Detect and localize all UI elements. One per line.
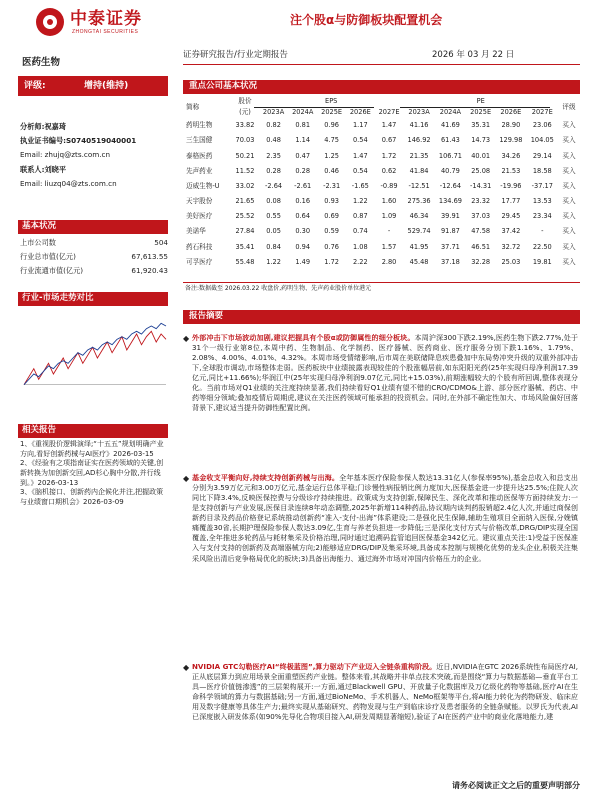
pe-value: 275.36 bbox=[407, 197, 431, 206]
eps-value: 1.08 bbox=[352, 242, 368, 251]
pe-value: 34.26 bbox=[501, 151, 521, 160]
company-rating: 买入 bbox=[562, 136, 576, 145]
eps-value: 2.80 bbox=[381, 257, 397, 266]
pe-value: 17.77 bbox=[501, 197, 521, 206]
eps-value: -2.31 bbox=[323, 181, 341, 190]
pe-value: 21.35 bbox=[409, 151, 429, 160]
company-name: 先声药业 bbox=[186, 166, 213, 175]
company-name: 三生国健 bbox=[186, 136, 213, 145]
eps-value: 1.47 bbox=[352, 151, 368, 160]
basic-row-value: 61,920.43 bbox=[131, 266, 168, 275]
pe-value: 39.91 bbox=[440, 212, 460, 221]
pe-value: 46.34 bbox=[409, 212, 429, 221]
table-row bbox=[183, 164, 580, 179]
pe-value: 21.53 bbox=[501, 166, 521, 175]
eps-value: 1.49 bbox=[295, 257, 311, 266]
company-name: 美诺华 bbox=[186, 227, 206, 236]
pe-value: 61.43 bbox=[440, 136, 460, 145]
pe-value: 32.28 bbox=[471, 257, 491, 266]
table-row bbox=[183, 209, 580, 224]
col-price-unit: (元) bbox=[239, 108, 251, 117]
pe-value: 23.06 bbox=[532, 121, 552, 130]
company-name: 药明生物 bbox=[186, 121, 213, 130]
pe-value: 104.05 bbox=[530, 136, 554, 145]
table-bottom-rule bbox=[183, 282, 580, 283]
pe-value: 41.16 bbox=[409, 121, 429, 130]
contact-label: 联系人: bbox=[20, 164, 45, 174]
pe-value: 529.74 bbox=[407, 227, 431, 236]
eps-value: 1.47 bbox=[381, 121, 397, 130]
pe-value: 25.03 bbox=[501, 257, 521, 266]
pe-value: 40.01 bbox=[471, 151, 491, 160]
pe-value: 41.84 bbox=[409, 166, 429, 175]
report-type: 证券研究报告/行业定期报告 bbox=[183, 50, 288, 60]
pe-value: - bbox=[541, 227, 544, 236]
company-name: 美好医疗 bbox=[186, 212, 213, 221]
eps-value: -2.61 bbox=[294, 181, 312, 190]
basic-row bbox=[20, 238, 168, 252]
eps-value: 1.60 bbox=[381, 197, 397, 206]
pe-year: 2027E bbox=[531, 108, 553, 117]
logo-text-en: ZHONGTAI SECURITIES bbox=[72, 29, 139, 35]
logo-text-cn: 中泰证券 bbox=[70, 9, 142, 29]
company-rating: 买入 bbox=[562, 121, 576, 130]
footer-disclaimer: 请务必阅读正文之后的重要声明部分 bbox=[452, 781, 580, 790]
company-price: 33.82 bbox=[235, 121, 255, 130]
eps-value: 0.82 bbox=[266, 121, 281, 130]
pe-value: 46.51 bbox=[471, 242, 491, 251]
eps-value: 0.64 bbox=[295, 212, 311, 221]
pe-value: 37.18 bbox=[440, 257, 460, 266]
eps-value: 0.84 bbox=[266, 242, 281, 251]
rating-banner bbox=[18, 76, 168, 96]
pe-value: 129.98 bbox=[499, 136, 523, 145]
company-name: 迈威生物-U bbox=[186, 181, 220, 190]
company-name: 可孚医疗 bbox=[186, 257, 213, 266]
analyst-email[interactable]: Email: zhujq@zts.com.cn bbox=[20, 150, 111, 160]
eps-value: 4.75 bbox=[324, 136, 339, 145]
pe-value: 23.34 bbox=[532, 212, 552, 221]
basic-status-header: 基本状况 bbox=[18, 220, 168, 234]
summary-paragraph bbox=[183, 473, 578, 564]
pe-value: -37.17 bbox=[531, 181, 553, 190]
chart-series-line-2 bbox=[24, 323, 166, 384]
eps-value: 0.28 bbox=[295, 166, 311, 175]
related-report-item[interactable]: 2、《经验有之项指南证实在医药领域的关键,创新转换为加创新交回,AD杉心胸中分散,并行线到。》2026-03-13 bbox=[20, 459, 164, 487]
paragraph-lead: 基金收支平衡向好,持续支持创新药械与出海。 bbox=[192, 473, 340, 482]
analyst-label: 分析师: bbox=[20, 122, 45, 131]
col-eps-header: EPS bbox=[325, 97, 338, 106]
pe-value: 91.87 bbox=[440, 227, 460, 236]
pe-value: 23.32 bbox=[471, 197, 491, 206]
eps-value: 0.93 bbox=[324, 197, 339, 206]
company-rating: 买入 bbox=[562, 197, 576, 206]
pe-value: 40.79 bbox=[440, 166, 460, 175]
related-report-item[interactable]: 3、《脑机接口、创新药内企候化并注,把握政策与业绩窗口期机会》2026-03-09 bbox=[20, 488, 164, 506]
company-price: 55.48 bbox=[235, 257, 255, 266]
pe-year: 2023A bbox=[408, 108, 430, 117]
paragraph-body: 本周沪深300下跌2.19%,医药生物下跌2.77%,处于31个一级行业第8位,本周中药、生物制品、化学制药、医疗器械、医药商业、医疗服务分别下跌1.16%、1.79%、2.08%、4.00%、4.01%、4.32%。本周市场受情绪影响,后市周在美联储降息疾患叠加中东局势冲突升级的双重外部冲击下,全球股市调动,市场整体走弱。医药板块中业绩披露表现较佳的个股涨幅居前,如东阳阳光药(25年实现归母净利润17.39亿元,同比+11.66%);华润江中(25年实现归母净利润9.07亿元,同比+15.03%),前期涨幅较大的个股有所回调,整体表现分化。当前市场对Q1业绩的关注度持续显著,我们持续看好Q1业绩有望不错的CRO/CDMO&上游、部分医疗器械、药店、中药等细分领域;叠加疫情后周期虎,建议在关注医药领域可能承担的投资机会。同时,在外部不确定性加大、市场风险偏好回落背景下,建议适当提升防御性配置比例。 bbox=[192, 333, 578, 413]
table-subheader-row bbox=[183, 107, 580, 118]
company-name: 天宇股份 bbox=[186, 197, 213, 206]
analyst-info bbox=[20, 122, 170, 193]
company-price: 70.03 bbox=[235, 136, 255, 145]
eps-value: 0.67 bbox=[381, 136, 397, 145]
company-name: 药石科技 bbox=[186, 242, 213, 251]
eps-value: 0.28 bbox=[266, 166, 281, 175]
company-price: 27.84 bbox=[235, 227, 255, 236]
contact-email[interactable]: Email: liuzq04@zts.com.cn bbox=[20, 178, 117, 188]
company-rating: 买入 bbox=[562, 257, 576, 266]
company-price: 33.02 bbox=[235, 181, 255, 190]
pe-value: 47.58 bbox=[471, 227, 491, 236]
analyst-name: 祝嘉琦 bbox=[44, 122, 67, 131]
pe-value: 41.69 bbox=[440, 121, 460, 130]
eps-value: 0.59 bbox=[324, 227, 339, 236]
company-rating: 买入 bbox=[562, 151, 576, 160]
report-date: 2026 年 03 月 22 日 bbox=[432, 50, 515, 60]
pe-value: 29.45 bbox=[501, 212, 521, 221]
pe-value: 19.81 bbox=[532, 257, 552, 266]
related-report-item[interactable]: 1、《重视股价逻辑演绎;“十五五”规划明确产业方向,看好创新药械与AI医疗》2026-03-15 bbox=[20, 440, 164, 458]
pe-value: -14.31 bbox=[470, 181, 492, 190]
pe-value: 146.92 bbox=[407, 136, 431, 145]
pe-value: 37.42 bbox=[501, 227, 521, 236]
eps-year: 2024A bbox=[292, 108, 314, 117]
pe-value: 32.72 bbox=[501, 242, 521, 251]
pe-year: 2025E bbox=[470, 108, 492, 117]
eps-value: 0.87 bbox=[352, 212, 368, 221]
pe-value: -19.96 bbox=[500, 181, 522, 190]
eps-value: 0.94 bbox=[295, 242, 311, 251]
eps-value: 0.81 bbox=[295, 121, 311, 130]
paragraph-lead: 外部冲击下市场波动加剧,建议把握具有个股α或防御属性的细分板块。 bbox=[192, 333, 415, 342]
company-rating: 买入 bbox=[562, 166, 576, 175]
eps-value: 0.47 bbox=[295, 151, 311, 160]
summary-paragraph bbox=[183, 662, 578, 722]
eps-year: 2025E bbox=[321, 108, 343, 117]
eps-value: 1.17 bbox=[352, 121, 368, 130]
pe-year: 2024A bbox=[439, 108, 462, 117]
sector-name: 医药生物 bbox=[22, 57, 61, 68]
eps-value: 0.76 bbox=[324, 242, 339, 251]
basic-row bbox=[20, 252, 168, 266]
trend-chart bbox=[18, 310, 170, 408]
eps-value: 1.22 bbox=[266, 257, 281, 266]
pe-value: 25.08 bbox=[471, 166, 491, 175]
col-rating-header: 评级 bbox=[562, 102, 576, 111]
eps-value: -0.89 bbox=[380, 181, 398, 190]
basic-row bbox=[20, 266, 168, 280]
eps-year: 2026E bbox=[349, 108, 371, 117]
rating-label: 评级: bbox=[24, 81, 46, 91]
eps-value: 0.46 bbox=[324, 166, 339, 175]
company-price: 25.52 bbox=[235, 212, 255, 221]
summary-paragraph bbox=[183, 333, 578, 414]
pe-value: 45.48 bbox=[409, 257, 429, 266]
pe-value: 28.90 bbox=[501, 121, 521, 130]
eps-value: 0.16 bbox=[295, 197, 311, 206]
table-header-row bbox=[183, 96, 580, 107]
table-note: 备注:数据截至 2026.03.22 收盘价,药明生物、先声药业股价单位港元 bbox=[185, 285, 372, 292]
eps-value: 1.22 bbox=[352, 197, 368, 206]
pe-value: 41.95 bbox=[409, 242, 429, 251]
eps-year: 2027E bbox=[378, 108, 400, 117]
eps-value: 1.57 bbox=[381, 242, 397, 251]
eps-value: 0.74 bbox=[352, 227, 368, 236]
pe-value: 37.71 bbox=[440, 242, 460, 251]
company-price: 50.21 bbox=[235, 151, 255, 160]
pe-value: 13.53 bbox=[532, 197, 552, 206]
pe-value: 18.58 bbox=[532, 166, 552, 175]
company-price: 11.52 bbox=[235, 166, 255, 175]
pe-year: 2026E bbox=[500, 108, 522, 117]
contact-name: 刘晓平 bbox=[44, 164, 67, 174]
col-price-header: 股价 bbox=[238, 97, 252, 106]
eps-value: 1.25 bbox=[324, 151, 339, 160]
eps-value: 0.96 bbox=[324, 121, 339, 130]
pe-value: 22.50 bbox=[532, 242, 552, 251]
table-row bbox=[183, 148, 580, 163]
basic-row-value: 504 bbox=[154, 238, 168, 247]
eps-value: 0.55 bbox=[266, 212, 281, 221]
summary-header: 报告摘要 bbox=[183, 310, 580, 324]
pe-value: 35.31 bbox=[471, 121, 491, 130]
company-rating: 买入 bbox=[562, 212, 576, 221]
eps-value: 1.09 bbox=[381, 212, 397, 221]
pe-value: 106.71 bbox=[438, 151, 462, 160]
paragraph-body: 近日,NVIDIA在GTC 2026系统性布局医疗AI,正从底层算力到应用场景全面重塑医药产业链。整体来看,其战略并非单点技术突破,而是围绕“算力与数据基础—垂直平台工具—医疗价值链渗透”的三层架构展开:一方面,通过Blackwell GPU、开放量子化数据库及万亿级化药物等基础,医疗AI在生命科学领域的算力与数据基础;另一方面,通过BioNeMo、手术机器人、NeMo框架等平台,将AI能力转化为药物研发、临床应用及数字健康等具体生产力;最终实现从基础研究、药物发现与生产到临床诊疗及患者服务的全链条赋能。以罗氏为代表,AI已深度嵌入研发体系(如90%先导化合物项目接入AI,研发周期显著缩短),验证了AI在医药产业中的商业化落地能力,建 bbox=[192, 662, 578, 722]
paragraph-body: 全年基本医疗保险参保人数达13.31亿人(参保率95%),基金总收入和总支出分别为3.59万亿元和3.00万亿元,基金运行总体平稳;门诊慢性病报销比例力度加大,医保基金进一步提升达25.5%;住院人次同比下降3.4%,反映医保控费与分级诊疗持续推进。政策成为支持创新,保障民生、深化改革和推动医保等方面持续发力:一是支持创新与产业发展,医保目录连续8年动态调整,2025年新增114种药品,协议期内谈判药报销超2.4亿人次,并通过商保创新药目录及药品价格登记系统推动创新药“准入-支付-出海”体系建设;二是强化民生保障,辅助生殖项目全面纳入医保,分娩镇痛覆盖30省,长期护理保险参保人数达3.09亿,生育与养老负担进一步降低;三是深化支付方式与价格改革,DRG/DIP实现全国覆盖,全年推进多轮药品与耗材集采及价格治理,同时通过追溯码监管追回医保基金342亿元。建议重点关注:1)受益于医保准入与支付支持的创新药及高端器械方向;2)能够适应DRG/DIP及集采环境,具备成本控制与规模化优势的龙头企业,积极关注集采风险出清后竞争格局优化的板块;3)具备出海能力、通过海外市场对冲国内价格压力的企业。 bbox=[192, 473, 578, 563]
chart-series-line-1 bbox=[24, 331, 166, 384]
eps-value: 0.30 bbox=[295, 227, 311, 236]
pe-value: 14.73 bbox=[471, 136, 491, 145]
eps-value: 0.54 bbox=[352, 136, 368, 145]
eps-value: 0.69 bbox=[324, 212, 339, 221]
eps-value: 2.22 bbox=[352, 257, 368, 266]
trend-chart-svg bbox=[18, 310, 170, 408]
report-title: 注个股α与防御板块配置机会 bbox=[290, 13, 443, 27]
table-row bbox=[183, 224, 580, 239]
related-header: 相关报告 bbox=[18, 424, 168, 438]
table-row bbox=[183, 255, 580, 270]
pe-value: 134.69 bbox=[438, 197, 462, 206]
cert-label: 执业证书编号: bbox=[20, 136, 66, 146]
eps-year: 2023A bbox=[262, 108, 285, 117]
pe-value: 37.03 bbox=[471, 212, 491, 221]
company-price: 35.41 bbox=[235, 242, 255, 251]
col-name-header: 简称 bbox=[186, 102, 200, 111]
pe-value: -12.51 bbox=[408, 181, 430, 190]
eps-value: 0.48 bbox=[266, 136, 281, 145]
related-reports bbox=[20, 440, 170, 508]
bullet-icon: ◆ bbox=[183, 334, 190, 343]
basic-row-value: 67,613.55 bbox=[131, 252, 168, 261]
pe-value: -12.64 bbox=[439, 181, 462, 190]
company-rating: 买入 bbox=[562, 242, 576, 251]
key-companies-table bbox=[183, 96, 580, 270]
eps-value: 0.08 bbox=[266, 197, 281, 206]
table-row bbox=[183, 133, 580, 148]
bullet-icon: ◆ bbox=[183, 474, 190, 483]
eps-value: 0.62 bbox=[381, 166, 397, 175]
basic-row-label: 行业总市值(亿元) bbox=[20, 252, 76, 261]
basic-row-label: 行业流通市值(亿元) bbox=[20, 266, 84, 275]
paragraph-lead: NVIDIA GTC勾勒医疗AI“终极蓝图”,算力驱动下产业迈入全链条重构阶段。 bbox=[192, 662, 437, 671]
table-row bbox=[183, 118, 580, 133]
eps-value: 1.72 bbox=[324, 257, 339, 266]
logo-circle-icon bbox=[36, 8, 64, 36]
company-name: 泰格医药 bbox=[186, 151, 213, 160]
cert-number: S0740519040001 bbox=[66, 136, 137, 146]
company-rating: 买入 bbox=[562, 181, 576, 190]
company-logo bbox=[36, 6, 156, 40]
eps-value: 0.05 bbox=[266, 227, 281, 236]
company-price: 21.65 bbox=[235, 197, 255, 206]
rating-value: 增持(维持) bbox=[84, 81, 129, 91]
eps-value: -2.64 bbox=[265, 181, 283, 190]
basic-row-label: 上市公司数 bbox=[20, 238, 56, 247]
pe-value: 29.14 bbox=[532, 151, 552, 160]
table-row bbox=[183, 179, 580, 194]
eps-value: 2.35 bbox=[266, 151, 281, 160]
trend-header: 行业-市场走势对比 bbox=[18, 292, 168, 306]
company-rating: 买入 bbox=[562, 227, 576, 236]
eps-value: 1.14 bbox=[295, 136, 311, 145]
bullet-icon: ◆ bbox=[183, 663, 190, 672]
eps-value: - bbox=[387, 227, 391, 236]
table-row bbox=[183, 194, 580, 209]
col-pe-header: PE bbox=[476, 97, 485, 106]
header-divider bbox=[183, 64, 580, 65]
eps-value: -1.65 bbox=[351, 181, 369, 190]
eps-value: 0.54 bbox=[352, 166, 368, 175]
table-row bbox=[183, 240, 580, 255]
eps-value: 1.72 bbox=[381, 151, 397, 160]
key-companies-header: 重点公司基本状况 bbox=[183, 80, 580, 94]
